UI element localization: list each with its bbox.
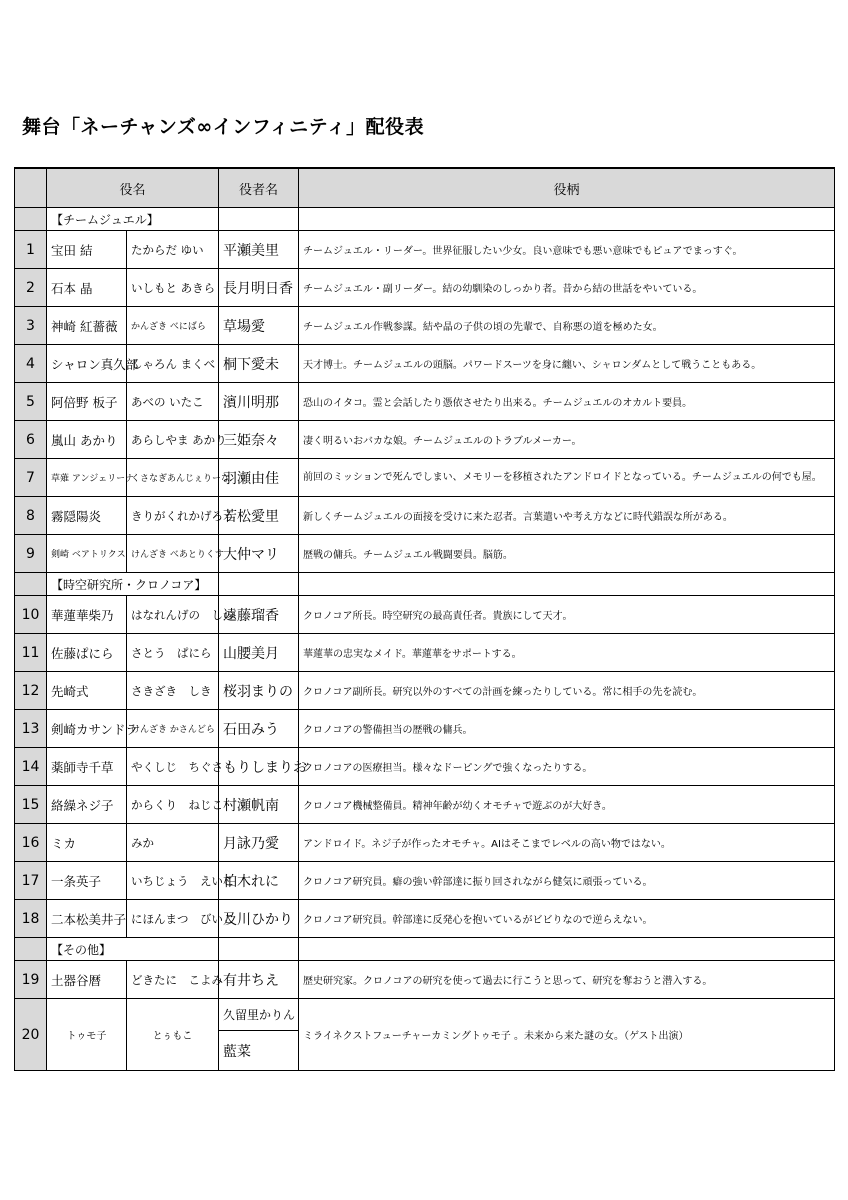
role-kana: けんざき べあとりくす xyxy=(127,535,219,573)
role-description: チームジュエル・副リーダー。結の幼馴染のしっかり者。昔から結の世話をやいている。 xyxy=(299,269,835,307)
section-actor-cell xyxy=(219,573,299,596)
actor-name: 平瀬美里 xyxy=(219,231,299,269)
role-kana: やくしじ ちぐさ xyxy=(127,748,219,786)
role-name: トゥモ子 xyxy=(47,999,127,1071)
row-number: 20 xyxy=(15,999,47,1071)
table-row xyxy=(15,421,835,459)
row-number: 13 xyxy=(15,710,47,748)
actor-name: 長月明日香 xyxy=(219,269,299,307)
section-desc-cell xyxy=(299,938,835,961)
table-row xyxy=(15,345,835,383)
section-label: 【チームジュエル】 xyxy=(47,208,219,231)
role-description: 新しくチームジュエルの面接を受けに来た忍者。言葉遣いや考え方などに時代錯誤な所がある。 xyxy=(299,497,835,535)
role-kana: かんざき べにばら xyxy=(127,307,219,345)
role-description: クロノコア所長。時空研究の最高責任者。貴族にして天才。 xyxy=(299,596,835,634)
role-name: 草薙 アンジェリーナ xyxy=(47,459,127,497)
row-number: 11 xyxy=(15,634,47,672)
actor-name: 羽瀬由佳 xyxy=(219,459,299,497)
header-role: 役名 xyxy=(47,168,219,208)
actor-name: 有井ちえ xyxy=(219,961,299,999)
role-kana: きりがくれかげろう xyxy=(127,497,219,535)
table-row xyxy=(15,961,835,999)
actor-name: 及川ひかり xyxy=(219,900,299,938)
actor-name: 石田みう xyxy=(219,710,299,748)
role-kana: たからだ ゆい xyxy=(127,231,219,269)
section-number-cell xyxy=(15,573,47,596)
role-description: クロノコアの警備担当の歴戦の傭兵。 xyxy=(299,710,835,748)
role-name: 二本松美井子 xyxy=(47,900,127,938)
section-actor-cell xyxy=(219,208,299,231)
table-row xyxy=(15,862,835,900)
actor-name: 村瀬帆南 xyxy=(219,786,299,824)
role-name: 一条英子 xyxy=(47,862,127,900)
role-kana: いちじょう えいこ xyxy=(127,862,219,900)
header-description: 役柄 xyxy=(299,168,835,208)
role-name: 霧隠陽炎 xyxy=(47,497,127,535)
actor-name: 大仲マリ xyxy=(219,535,299,573)
role-description: 歴戦の傭兵。チームジュエル戦闘要員。脳筋。 xyxy=(299,535,835,573)
role-description: クロノコア研究員。幹部達に反発心を抱いているがビビりなので逆らえない。 xyxy=(299,900,835,938)
role-kana: にほんまつ びいこ xyxy=(127,900,219,938)
row-number: 2 xyxy=(15,269,47,307)
row-number: 3 xyxy=(15,307,47,345)
table-row xyxy=(15,307,835,345)
role-kana: みか xyxy=(127,824,219,862)
table-row xyxy=(15,672,835,710)
role-name: ミカ xyxy=(47,824,127,862)
row-number: 17 xyxy=(15,862,47,900)
role-name: 阿倍野 板子 xyxy=(47,383,127,421)
role-name: 佐藤ぱにら xyxy=(47,634,127,672)
table-row xyxy=(15,535,835,573)
row-number: 15 xyxy=(15,786,47,824)
role-description: クロノコア副所長。研究以外のすべての計画を練ったりしている。常に相手の先を読む。 xyxy=(299,672,835,710)
row-number: 8 xyxy=(15,497,47,535)
role-description: クロノコア機械整備員。精神年齢が幼くオモチャで遊ぶのが大好き。 xyxy=(299,786,835,824)
role-kana: いしもと あきら xyxy=(127,269,219,307)
role-name: 土器谷暦 xyxy=(47,961,127,999)
role-name: 薬師寺千草 xyxy=(47,748,127,786)
section-desc-cell xyxy=(299,573,835,596)
table-row xyxy=(15,634,835,672)
table-row xyxy=(15,269,835,307)
row-number: 14 xyxy=(15,748,47,786)
actor-name: もりしまりお xyxy=(219,748,299,786)
section-actor-cell xyxy=(219,938,299,961)
section-row xyxy=(15,208,835,231)
table-row xyxy=(15,383,835,421)
actor-name: 山腰美月 xyxy=(219,634,299,672)
cast-table-body xyxy=(15,208,835,1071)
actor-name: 月詠乃愛 xyxy=(219,824,299,862)
role-description: 凄く明るいおバカな娘。チームジュエルのトラブルメーカー。 xyxy=(299,421,835,459)
table-row xyxy=(15,786,835,824)
table-row xyxy=(15,231,835,269)
role-name: 華蓮華柴乃 xyxy=(47,596,127,634)
role-kana: とぅもこ xyxy=(127,999,219,1071)
actor-name: 濱川明那 xyxy=(219,383,299,421)
actor-name: 遠藤瑠香 xyxy=(219,596,299,634)
cast-table xyxy=(14,167,835,1071)
role-description: 歴史研究家。クロノコアの研究を使って過去に行こうと思って、研究を奪おうと潜入する。 xyxy=(299,961,835,999)
role-name: 絡繰ネジ子 xyxy=(47,786,127,824)
row-number: 5 xyxy=(15,383,47,421)
role-kana: どきたに こよみ xyxy=(127,961,219,999)
row-number: 19 xyxy=(15,961,47,999)
table-row xyxy=(15,497,835,535)
actor-name: 桜羽まりの xyxy=(219,672,299,710)
section-label: 【その他】 xyxy=(47,938,219,961)
section-row xyxy=(15,573,835,596)
role-name: シャロン真久部 xyxy=(47,345,127,383)
table-row xyxy=(15,748,835,786)
row-number: 18 xyxy=(15,900,47,938)
actor-name: 若松愛里 xyxy=(219,497,299,535)
role-description: チームジュエル・リーダー。世界征服したい少女。良い意味でも悪い意味でもピュアでまっすぐ。 xyxy=(299,231,835,269)
role-kana: あべの いたこ xyxy=(127,383,219,421)
table-header-row xyxy=(15,168,835,208)
actor-name: 草場愛 xyxy=(219,307,299,345)
role-kana: はなれんげの しの xyxy=(127,596,219,634)
role-kana: くさなぎあんじぇりーな xyxy=(127,459,219,497)
role-description: 華蓮華の忠実なメイド。華蓮華をサポートする。 xyxy=(299,634,835,672)
actor-name: 久留里かりん xyxy=(219,999,299,1031)
role-name: 神崎 紅薔薇 xyxy=(47,307,127,345)
row-number: 1 xyxy=(15,231,47,269)
role-description: クロノコア研究員。癖の強い幹部達に振り回されながら健気に頑張っている。 xyxy=(299,862,835,900)
row-number: 4 xyxy=(15,345,47,383)
table-row xyxy=(15,596,835,634)
section-row xyxy=(15,938,835,961)
row-number: 9 xyxy=(15,535,47,573)
table-row xyxy=(15,710,835,748)
page-title: 舞台「ネーチャンズ∞インフィニティ」配役表 xyxy=(22,116,425,138)
role-description: 天才博士。チームジュエルの頭脳。パワードスーツを身に纏い、シャロンダムとして戦うこともある。 xyxy=(299,345,835,383)
role-description: アンドロイド。ネジ子が作ったオモチャ。AIはそこまでレベルの高い物ではない。 xyxy=(299,824,835,862)
role-name: 剣崎カサンドラ xyxy=(47,710,127,748)
role-description: ミライネクストフューチャーカミングトゥモ子 。未来から来た謎の女。（ゲスト出演） xyxy=(299,999,835,1071)
role-name: 宝田 結 xyxy=(47,231,127,269)
row-number: 16 xyxy=(15,824,47,862)
actor-name: 三姫奈々 xyxy=(219,421,299,459)
role-name: 嵐山 あかり xyxy=(47,421,127,459)
actor-name: 藍菜 xyxy=(219,1031,299,1071)
table-row xyxy=(15,999,835,1031)
role-kana: さとう ぱにら xyxy=(127,634,219,672)
table-row xyxy=(15,459,835,497)
section-desc-cell xyxy=(299,208,835,231)
actor-name: 桐下愛未 xyxy=(219,345,299,383)
actor-name: 柏木れに xyxy=(219,862,299,900)
role-name: 石本 晶 xyxy=(47,269,127,307)
role-kana: けんざき かさんどら xyxy=(127,710,219,748)
section-number-cell xyxy=(15,938,47,961)
role-name: 先崎式 xyxy=(47,672,127,710)
table-row xyxy=(15,900,835,938)
role-kana: しゃろん まくべ xyxy=(127,345,219,383)
row-number: 6 xyxy=(15,421,47,459)
row-number: 7 xyxy=(15,459,47,497)
role-description: 前回のミッションで死んでしまい、メモリーを移植されたアンドロイドとなっている。チームジュエルの何でも屋。 xyxy=(299,459,835,497)
role-description: 恐山のイタコ。霊と会話したり憑依させたり出来る。チームジュエルのオカルト要員。 xyxy=(299,383,835,421)
role-kana: あらしやま あかり xyxy=(127,421,219,459)
role-name: 剣崎 ベアトリクス xyxy=(47,535,127,573)
role-description: クロノコアの医療担当。様々なドーピングで強くなったりする。 xyxy=(299,748,835,786)
row-number: 10 xyxy=(15,596,47,634)
section-label: 【時空研究所・クロノコア】 xyxy=(47,573,219,596)
section-number-cell xyxy=(15,208,47,231)
header-corner xyxy=(15,168,47,208)
role-kana: からくり ねじこ xyxy=(127,786,219,824)
role-description: チームジュエル作戦参謀。結や晶の子供の頃の先輩で、自称悪の道を極めた女。 xyxy=(299,307,835,345)
header-actor: 役者名 xyxy=(219,168,299,208)
role-kana: さきざき しき xyxy=(127,672,219,710)
table-row xyxy=(15,824,835,862)
row-number: 12 xyxy=(15,672,47,710)
